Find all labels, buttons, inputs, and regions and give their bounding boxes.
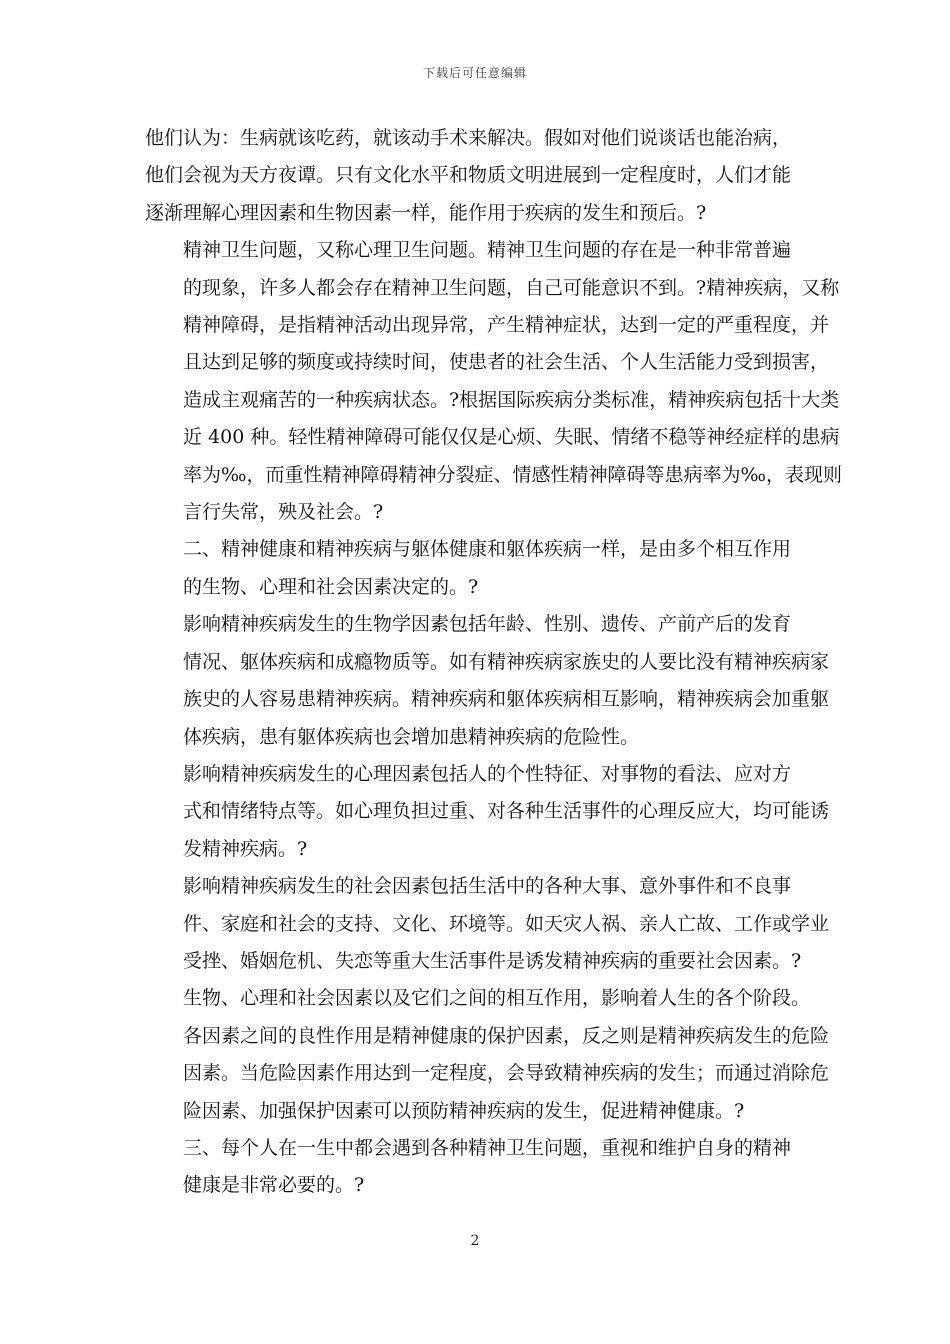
text-line: 发精神疾病。? [183,837,308,860]
text-line: 影响精神疾病发生的心理因素包括人的个性特征、对事物的看法、应对方 [183,762,792,785]
text-line: 各因素之间的良性作用是精神健康的保护因素，反之则是精神疾病发生的危险 [183,1024,830,1047]
text-line: 体疾病，患有躯体疾病也会增加患精神疾病的危险性。 [183,725,640,748]
text-line: 件、家庭和社会的支持、文化、环境等。如天灾人祸、亲人亡故、工作或学业 [183,912,830,935]
text-line: 逐渐理解心理因素和生物因素一样，能作用于疾病的发生和预后。? [145,201,707,224]
text-line: 他们认为：生病就该吃药，就该动手术来解决。假如对他们说谈话也能治病， [145,127,792,149]
paragraph [145,980,830,1130]
text-line: 影响精神疾病发生的生物学因素包括年龄、性别、遗传、产前产后的发育 [183,613,792,636]
text-line: 精神卫生问题，又称心理卫生问题。精神卫生问题的存在是一种非常普遍 [183,239,792,262]
paragraph [145,531,808,606]
paragraph [145,120,808,232]
text-line: 式和情绪特点等。如心理负担过重、对各种生活事件的心理反应大，均可能诱 [183,800,830,823]
document-body [145,120,842,1205]
text-line: 三、每个人在一生中都会遇到各种精神卫生问题，重视和维护自身的精神 [183,1136,792,1159]
text-line: 影响精神疾病发生的社会因素包括生活中的各种大事、意外事件和不良事 [183,875,792,898]
text-line: 生物、心理和社会因素以及它们之间的相互作用，影响着人生的各个阶段。 [183,987,811,1010]
text-line: 率为‰，而重性精神障碍精神分裂症、情感性精神障碍等患病率为‰，表现则 [183,463,842,486]
text-line: 族史的人容易患精神疾病。精神疾病和躯体疾病相互影响，精神疾病会加重躯 [183,688,830,711]
text-line: 情况、躯体疾病和成瘾物质等。如有精神疾病家族史的人要比没有精神疾病家 [183,650,830,673]
text-line: 造成主观痛苦的一种疾病状态。?根据国际疾病分类标准，精神疾病包括十大类 [183,388,840,411]
text-line: 的生物、心理和社会因素决定的。? [183,575,479,598]
text-line: 他们会视为天方夜谭。只有文化水平和物质文明进展到一定程度时，人们才能 [145,164,792,187]
page-header: 下载后可任意编辑 [422,66,527,80]
text-line: 二、精神健康和精神疾病与躯体健康和躯体疾病一样，是由多个相互作用 [183,538,792,561]
text-line: 因素。当危险因素作用达到一定程度，会导致精神疾病的发生；而通过消除危 [183,1062,830,1085]
paragraph [145,868,830,980]
paragraph [145,606,830,756]
text-line: 健康是非常必要的。? [183,1174,365,1197]
text-line: 险因素、加强保护因素可以预防精神疾病的发生，促进精神健康。? [183,1099,745,1122]
text-line: 近 400 种。轻性精神障碍可能仅仅是心烦、失眠、情绪不稳等神经症样的患病 [183,426,840,449]
text-line: 的现象，许多人都会存在精神卫生问题，自己可能意识不到。?精神疾病，又称 [183,276,840,299]
paragraph [145,232,842,531]
text-line: 受挫、婚姻危机、失恋等重大生活事件是诱发精神疾病的重要社会因素。? [183,949,802,972]
paragraph [145,756,830,868]
text-line: 且达到足够的频度或持续时间，使患者的社会生活、个人生活能力受到损害， [183,351,830,374]
text-line: 精神障碍，是指精神活动出现异常，产生精神症状，达到一定的严重程度，并 [183,314,830,337]
paragraph [145,1130,808,1205]
text-line: 言行失常，殃及社会。? [183,501,384,524]
page-number: 2 [470,1233,480,1249]
